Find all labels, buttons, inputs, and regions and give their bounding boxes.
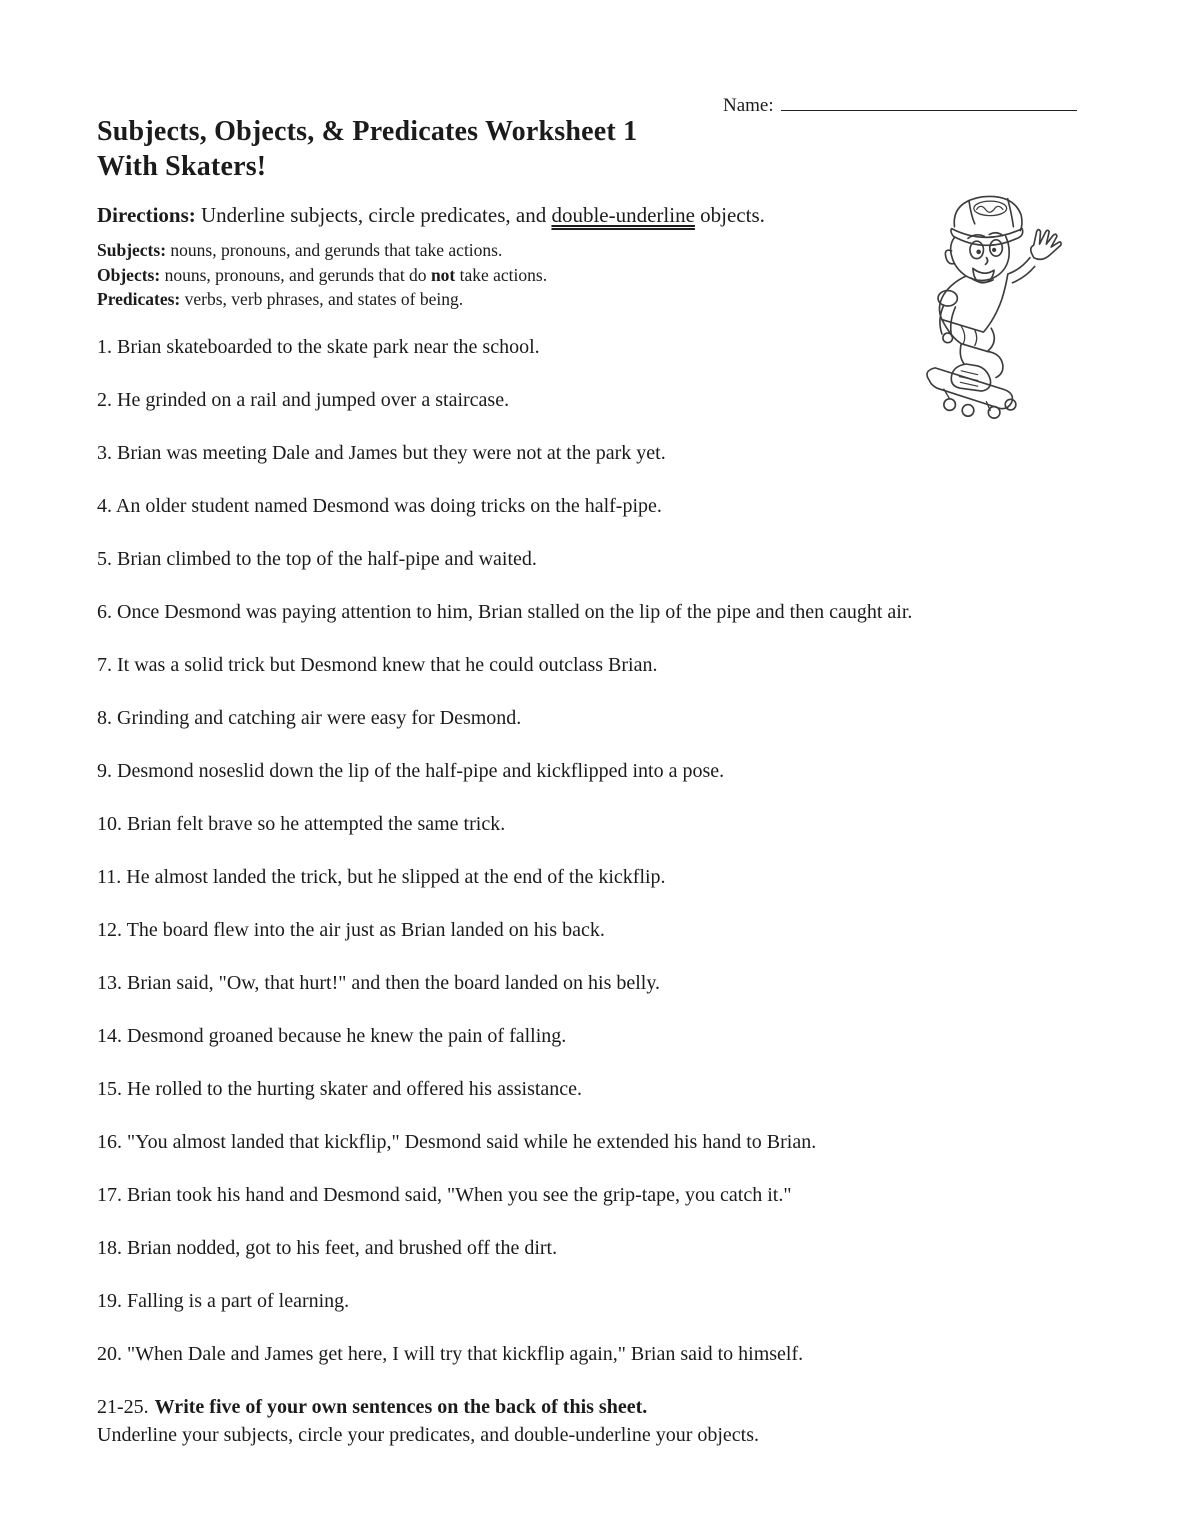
double-underline-word: double-underline [551,203,695,227]
directions-text-1: Underline subjects, circle predicates, and [195,203,552,227]
objects-label: Objects: [97,264,161,285]
sentence-item-11: 11. He almost landed the trick, but he slipped at the end of the kickflip. [97,865,666,888]
sentence-item-16: 16. "You almost landed that kickflip," Desmond said while he extended his hand to Brian. [97,1130,817,1153]
sentence-item-18: 18. Brian nodded, got to his feet, and brushed off the dirt. [97,1236,558,1259]
sentence-item-9: 9. Desmond noseslid down the lip of the half-pipe and kickflipped into a pose. [97,759,725,782]
sentence-item-20: 20. "When Dale and James get here, I will try that kickflip again," Brian said to himself. [97,1342,804,1365]
sentence-item-10: 10. Brian felt brave so he attempted the same trick. [97,812,506,835]
sentence-item-3: 3. Brian was meeting Dale and James but they were not at the park yet. [97,441,666,464]
skater-waving-arm [1008,230,1061,283]
subjects-label: Subjects: [97,240,167,260]
sentence-item-19: 19. Falling is a part of learning. [97,1289,350,1312]
write-own-bold-text: Write five of your own sentences on the back of this sheet. [154,1395,648,1418]
sentence-item-8: 8. Grinding and catching air were easy for Desmond. [97,706,522,729]
directions-label: Directions: [97,203,196,227]
sentence-item-14: 14. Desmond groaned because he knew the pain of falling. [97,1024,567,1047]
sentence-item-7: 7. It was a solid trick but Desmond knew that he could outclass Brian. [97,653,658,676]
skater-boy-illustration [892,190,1074,422]
term-definitions [97,238,857,312]
sentence-item-12: 12. The board flew into the air just as Brian landed on his back. [97,918,605,941]
page-title [97,114,1092,184]
sentence-item-4: 4. An older student named Desmond was doing tricks on the half-pipe. [97,494,662,517]
name-label: Name: [723,95,774,117]
sentence-item-15: 15. He rolled to the hurting skater and offered his assistance. [97,1077,583,1100]
definition-predicates [97,287,857,312]
sentence-item-6: 6. Once Desmond was paying attention to him, Brian stalled on the lip of the pipe and then caught air. [97,600,913,623]
sentence-item-5: 5. Brian climbed to the top of the half-pipe and waited. [97,547,537,570]
skateboard [927,368,1016,418]
definition-subjects [97,238,857,263]
name-row [723,92,1077,117]
predicates-label: Predicates: [97,289,181,309]
subjects-text: nouns, pronouns, and gerunds that take actions. [166,240,503,260]
directions-text-2: objects. [694,203,765,227]
skater-cap [951,196,1023,245]
name-blank-line[interactable] [781,92,1077,111]
title-line1: Subjects, Objects, & Predicates Worksheet 1 [97,116,638,147]
sentence-item-1: 1. Brian skateboarded to the skate park near the school. [97,335,540,358]
sentence-list [97,337,1092,1364]
objects-bold-not: not [430,264,456,285]
predicates-text: verbs, verb phrases, and states of being. [180,289,464,309]
skater-torso [938,275,1008,343]
sentence-item-13: 13. Brian said, "Ow, that hurt!" and then the board landed on his belly. [97,971,661,994]
skater-face [945,233,1009,283]
sentence-item-2: 2. He grinded on a rail and jumped over a staircase. [97,388,510,411]
footer-instruction: Underline your subjects, circle your predicates, and double-underline your objects. [97,1423,760,1446]
sentence-item-17: 17. Brian took his hand and Desmond said, "When you see the grip-tape, you catch it." [97,1183,792,1206]
title-line2: With Skaters! [97,151,267,182]
objects-text-1: nouns, pronouns, and gerunds that do [160,264,431,285]
definition-objects [97,263,857,288]
range-label: 21-25. [97,1395,149,1418]
objects-text-2: take actions. [455,264,548,285]
write-own-instruction [97,1397,1092,1417]
skater-shoe [951,364,990,391]
